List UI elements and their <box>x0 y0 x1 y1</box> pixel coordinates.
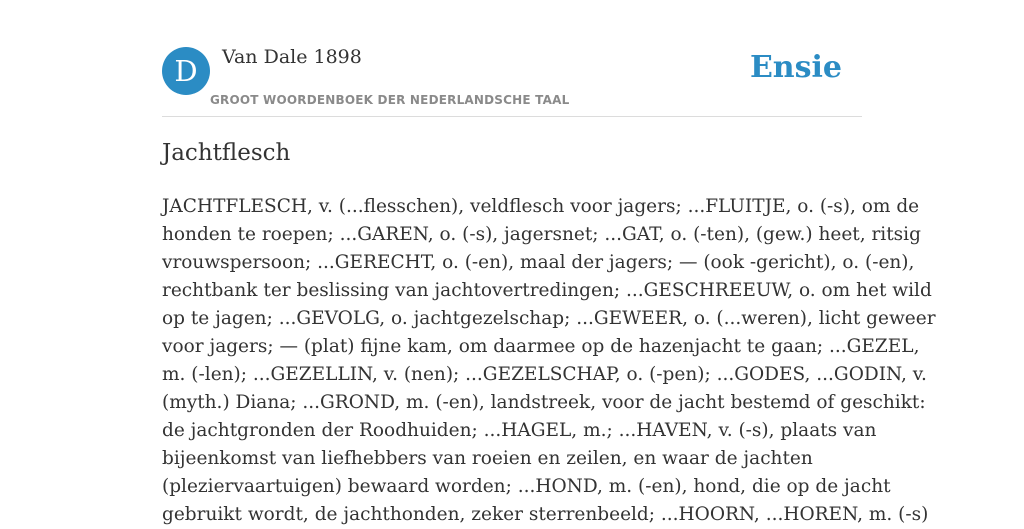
definition-line: rechtbank ter beslissing van jachtovertredingen; ...GESCHREEUW, o. om het wild <box>162 280 932 301</box>
site-header <box>162 44 862 117</box>
definition-line: JACHTFLESCH, v. (...flesschen), veldflesch voor jagers; ...FLUITJE, o. (-s), om de <box>162 196 920 217</box>
entry-title: Jachtflesch <box>162 140 291 166</box>
entry-definition <box>162 193 936 529</box>
dictionary-name-link[interactable]: Van Dale 1898 <box>222 46 362 68</box>
definition-line: op te jagen; ...GEVOLG, o. jachtgezelschap; ...GEWEER, o. (...weren), licht geweer <box>162 308 936 329</box>
definition-line: honden te roepen; ...GAREN, o. (-s), jagersnet; ...GAT, o. (-ten), (gew.) heet, ritsig <box>162 224 921 245</box>
definition-line: m. (-len); ...GEZELLIN, v. (nen); ...GEZELSCHAP, o. (-pen); ...GODES, ...GODIN, v. <box>162 364 927 385</box>
definition-line: (myth.) Diana; ...GROND, m. (-en), landstreek, voor de jacht bestemd of geschikt: <box>162 392 926 413</box>
definition-line: gebruikt wordt, de jachthonden, zeker sterrenbeeld; ...HOORN, ...HOREN, m. (-s) <box>162 504 929 525</box>
dictionary-subtitle: GROOT WOORDENBOEK DER NEDERLANDSCHE TAAL <box>210 93 570 107</box>
definition-line: voor jagers; — (plat) fijne kam, om daarmee op de hazenjacht te gaan; ...GEZEL, <box>162 336 920 357</box>
dictionary-logo-icon[interactable]: D <box>162 47 210 95</box>
definition-line: vrouwspersoon; ...GERECHT, o. (-en), maal der jagers; — (ook -gericht), o. (-en), <box>162 252 915 273</box>
definition-line: bijeenkomst van liefhebbers van roeien en zeilen, en waar de jachten <box>162 448 813 469</box>
brand-logo[interactable]: Ensie <box>749 50 842 85</box>
definition-line: (pleziervaartuigen) bewaard worden; ...HOND, m. (-en), hond, die op de jacht <box>162 476 891 497</box>
definition-line: de jachtgronden der Roodhuiden; ...HAGEL, m.; ...HAVEN, v. (-s), plaats van <box>162 420 877 441</box>
